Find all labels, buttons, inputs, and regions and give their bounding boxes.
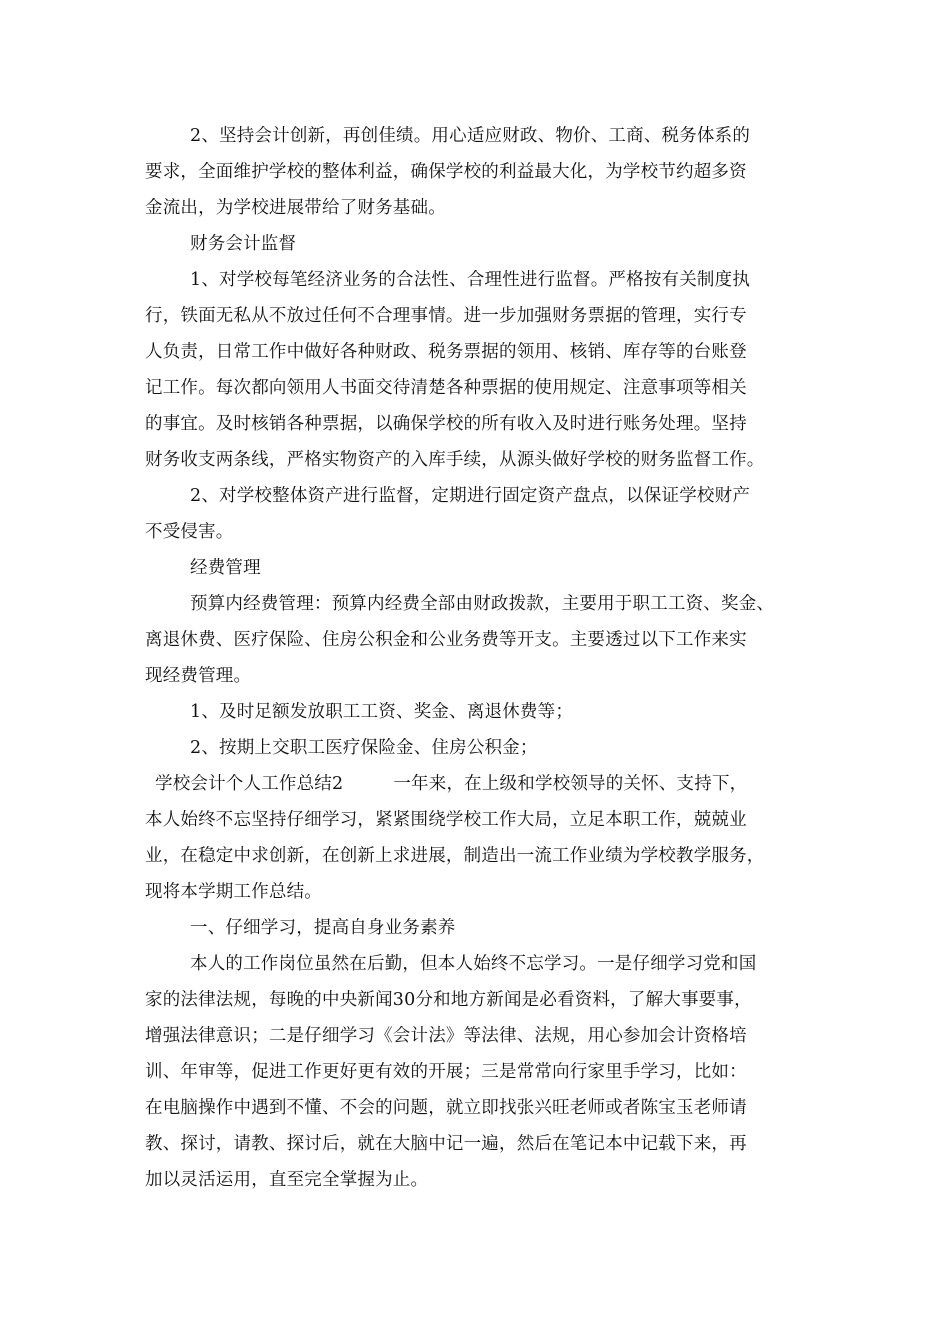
paragraph-line: 教、探讨，请教、探讨后，就在大脑中记一遍，然后在笔记本中记载下来，再	[145, 1134, 747, 1154]
paragraph-line: 2、坚持会计创新，再创佳绩。用心适应财政、物价、工商、税务体系的	[190, 126, 751, 146]
paragraph-line: 1、对学校每笔经济业务的合法性、合理性进行监督。严格按有关制度执	[190, 270, 751, 290]
document-title: 学校会计个人工作总结2	[155, 774, 344, 794]
paragraph-line: 家的法律法规，每晚的中央新闻30分和地方新闻是必看资料，了解大事要事，	[145, 990, 752, 1010]
paragraph-line: 业，在稳定中求创新，在创新上求进展，制造出一流工作业绩为学校教学服务，	[145, 846, 765, 866]
paragraph-line: 增强法律意识；二是仔细学习《会计法》等法律、法规，用心参加会计资格培	[145, 1026, 747, 1046]
paragraph-line: 训、年审等，促进工作更好更有效的开展；三是常常向行家里手学习，比如：	[145, 1062, 747, 1082]
paragraph-line: 本人的工作岗位虽然在后勤，但本人始终不忘学习。一是仔细学习党和国	[190, 954, 757, 974]
paragraph-line: 行，铁面无私从不放过任何不合理事情。进一步加强财务票据的管理，实行专	[145, 306, 747, 326]
list-item: 2、按期上交职工医疗保险金、住房公积金；	[190, 738, 538, 758]
paragraph-line: 的事宜。及时核销各种票据，以确保学校的所有收入及时进行账务处理。坚持	[145, 414, 747, 434]
list-item: 1、及时足额发放职工工资、奖金、离退休费等；	[190, 702, 574, 722]
paragraph-line: 2、对学校整体资产进行监督，定期进行固定资产盘点，以保证学校财产	[190, 486, 751, 506]
document-body	[145, 118, 815, 1198]
paragraph-line: 现将本学期工作总结。	[145, 882, 322, 902]
paragraph-line: 离退休费、医疗保险、住房公积金和公业务费等开支。主要透过以下工作来实	[145, 630, 747, 650]
paragraph-line: 在电脑操作中遇到不懂、不会的问题，就立即找张兴旺老师或者陈宝玉老师请	[145, 1098, 747, 1118]
paragraph-line: 记工作。每次都向领用人书面交待清楚各种票据的使用规定、注意事项等相关	[145, 378, 747, 398]
paragraph-line: 人负责，日常工作中做好各种财政、税务票据的领用、核销、库存等的台账登	[145, 342, 747, 362]
paragraph-line: 本人始终不忘坚持仔细学习，紧紧围绕学校工作大局，立足本职工作，兢兢业	[145, 810, 747, 830]
section-heading: 一、仔细学习，提高自身业务素养	[190, 918, 456, 938]
section-heading: 经费管理	[190, 558, 261, 578]
paragraph-line: 加以灵活运用，直至完全掌握为止。	[145, 1170, 429, 1190]
paragraph-line: 现经费管理。	[145, 666, 252, 686]
section-heading: 财务会计监督	[190, 234, 297, 254]
paragraph-text: 一年来，在上级和学校领导的关怀、支持下，	[393, 774, 748, 794]
paragraph-line: 金流出，为学校进展带给了财务基础。	[145, 198, 446, 218]
paragraph-line: 不受侵害。	[145, 522, 234, 542]
paragraph-line: 要求，全面维护学校的整体利益，确保学校的利益最大化，为学校节约超多资	[145, 162, 747, 182]
paragraph-line: 财务收支两条线，严格实物资产的入库手续，从源头做好学校的财务监督工作。	[145, 450, 765, 470]
paragraph-line: 预算内经费管理：预算内经费全部由财政拨款，主要用于职工工资、奖金、	[190, 594, 775, 614]
document-title-line	[145, 766, 815, 802]
